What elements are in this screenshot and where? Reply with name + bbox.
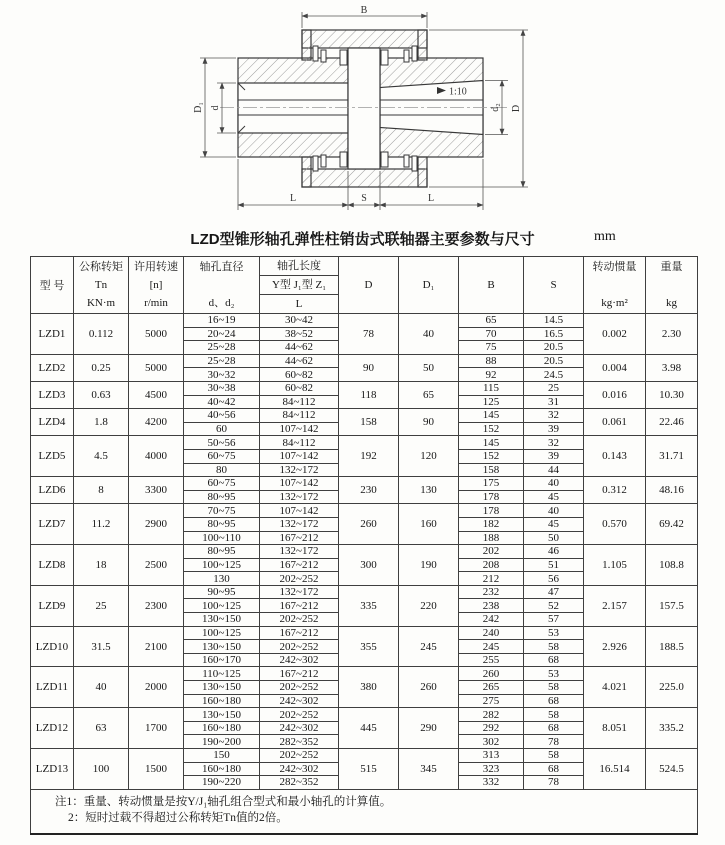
- cell-B: 175: [459, 477, 524, 491]
- cell-bore-dia: 110~125: [184, 667, 260, 681]
- cell-model: LZD10: [31, 626, 74, 667]
- cell-bore-dia: 70~75: [184, 504, 260, 518]
- cell-bore-dia: 30~38: [184, 381, 260, 395]
- cell-torque: 1.8: [74, 409, 129, 436]
- cell-inertia: 0.016: [584, 381, 646, 408]
- cell-D: 515: [339, 749, 399, 790]
- cell-weight: 48.16: [646, 477, 698, 504]
- table-body: [31, 314, 698, 790]
- cell-D: 300: [339, 545, 399, 586]
- cell-model: LZD12: [31, 708, 74, 749]
- cell-torque: 18: [74, 545, 129, 586]
- hdr-speed-name: 许用转速: [134, 261, 178, 273]
- cell-B: 202: [459, 545, 524, 559]
- cell-B: 178: [459, 490, 524, 504]
- cell-speed: 5000: [129, 354, 184, 381]
- cell-S: 57: [524, 613, 584, 627]
- hdr-bore-len-name: 轴孔长度: [260, 257, 338, 276]
- cell-bore-dia: 80~95: [184, 545, 260, 559]
- cell-torque: 100: [74, 749, 129, 790]
- cell-bore-len: 107~142: [260, 504, 339, 518]
- cell-D1: 130: [399, 477, 459, 504]
- cell-S: 46: [524, 545, 584, 559]
- cell-bore-len: 202~252: [260, 640, 339, 654]
- cell-inertia: 0.312: [584, 477, 646, 504]
- cell-B: 323: [459, 762, 524, 776]
- cell-bore-len: 107~142: [260, 477, 339, 491]
- cell-bore-len: 132~172: [260, 490, 339, 504]
- hdr-weight-unit: kg: [666, 297, 677, 309]
- cell-B: 238: [459, 599, 524, 613]
- cell-bore-dia: 50~56: [184, 436, 260, 450]
- cell-B: 212: [459, 572, 524, 586]
- hdr-bore-dia-name: 轴孔直径: [199, 261, 244, 273]
- cell-inertia: 1.105: [584, 545, 646, 586]
- cell-bore-dia: 190~220: [184, 776, 260, 790]
- col-header-speed: [129, 257, 184, 314]
- cell-bore-len: 202~252: [260, 708, 339, 722]
- table-row: [31, 585, 698, 599]
- cell-bore-dia: 190~200: [184, 735, 260, 749]
- cell-bore-dia: 160~180: [184, 694, 260, 708]
- cell-torque: 4.5: [74, 436, 129, 477]
- cell-D1: 345: [399, 749, 459, 790]
- cell-bore-len: 167~212: [260, 667, 339, 681]
- dim-label-D: D: [511, 104, 522, 113]
- cell-bore-len: 84~112: [260, 409, 339, 423]
- cell-speed: 2900: [129, 504, 184, 545]
- cell-B: 75: [459, 341, 524, 355]
- cell-B: 145: [459, 436, 524, 450]
- cell-S: 56: [524, 572, 584, 586]
- cell-bore-len: 242~302: [260, 762, 339, 776]
- cell-bore-dia: 20~24: [184, 327, 260, 341]
- dim-label-l-right: L: [427, 193, 435, 204]
- cell-D: 192: [339, 436, 399, 477]
- col-header-bore-dia: [184, 257, 260, 314]
- cell-torque: 63: [74, 708, 129, 749]
- cell-bore-dia: 80~95: [184, 517, 260, 531]
- cell-model: LZD11: [31, 667, 74, 708]
- cell-inertia: 8.051: [584, 708, 646, 749]
- hdr-speed-unit: r/min: [144, 297, 168, 309]
- table-row: [31, 708, 698, 722]
- cell-bore-dia: 130~150: [184, 708, 260, 722]
- cell-S: 58: [524, 749, 584, 763]
- cell-bore-dia: 160~170: [184, 653, 260, 667]
- cell-bore-len: 132~172: [260, 585, 339, 599]
- cell-speed: 1700: [129, 708, 184, 749]
- cell-weight: 108.8: [646, 545, 698, 586]
- cell-bore-dia: 130~150: [184, 613, 260, 627]
- cell-bore-len: 44~62: [260, 354, 339, 368]
- cell-B: 158: [459, 463, 524, 477]
- cell-bore-dia: 100~125: [184, 626, 260, 640]
- header-row: [31, 257, 698, 314]
- col-header-S: S: [524, 257, 584, 314]
- cell-bore-len: 282~352: [260, 776, 339, 790]
- cell-bore-dia: 60~75: [184, 477, 260, 491]
- table-row: [31, 436, 698, 450]
- cell-S: 32: [524, 409, 584, 423]
- cell-D: 158: [339, 409, 399, 436]
- cell-weight: 69.42: [646, 504, 698, 545]
- cell-S: 58: [524, 681, 584, 695]
- cell-speed: 2000: [129, 667, 184, 708]
- col-header-bore-len: [260, 257, 339, 314]
- cell-model: LZD7: [31, 504, 74, 545]
- cell-S: 24.5: [524, 368, 584, 382]
- cell-S: 45: [524, 490, 584, 504]
- cell-inertia: 4.021: [584, 667, 646, 708]
- cell-torque: 0.25: [74, 354, 129, 381]
- cell-bore-len: 167~212: [260, 531, 339, 545]
- cell-B: 178: [459, 504, 524, 518]
- cell-D1: 160: [399, 504, 459, 545]
- cell-S: 44: [524, 463, 584, 477]
- cell-D1: 220: [399, 585, 459, 626]
- cell-speed: 4500: [129, 381, 184, 408]
- cell-D1: 65: [399, 381, 459, 408]
- cell-bore-dia: 60~75: [184, 449, 260, 463]
- cell-torque: 25: [74, 585, 129, 626]
- cell-torque: 0.112: [74, 314, 129, 355]
- dim-label-l-left: L: [289, 193, 297, 204]
- cell-B: 70: [459, 327, 524, 341]
- dim-label-d2: d₂: [490, 103, 501, 112]
- cell-bore-len: 202~252: [260, 572, 339, 586]
- cell-bore-len: 107~142: [260, 422, 339, 436]
- cell-B: 152: [459, 449, 524, 463]
- cell-bore-dia: 100~110: [184, 531, 260, 545]
- cell-bore-len: 38~52: [260, 327, 339, 341]
- cell-B: 275: [459, 694, 524, 708]
- table-row: [31, 626, 698, 640]
- cell-inertia: 0.004: [584, 354, 646, 381]
- cell-bore-len: 242~302: [260, 653, 339, 667]
- cell-model: LZD4: [31, 409, 74, 436]
- cell-B: 332: [459, 776, 524, 790]
- cell-B: 282: [459, 708, 524, 722]
- table-row: [31, 381, 698, 395]
- cell-weight: 3.98: [646, 354, 698, 381]
- cell-bore-dia: 60: [184, 422, 260, 436]
- cell-D1: 245: [399, 626, 459, 667]
- cell-D: 230: [339, 477, 399, 504]
- cell-inertia: 0.570: [584, 504, 646, 545]
- cell-S: 40: [524, 477, 584, 491]
- cell-S: 53: [524, 667, 584, 681]
- cell-B: 208: [459, 558, 524, 572]
- cell-bore-dia: 160~180: [184, 721, 260, 735]
- cell-B: 188: [459, 531, 524, 545]
- cell-weight: 225.0: [646, 667, 698, 708]
- cell-S: 58: [524, 640, 584, 654]
- cell-bore-dia: 80~95: [184, 490, 260, 504]
- cell-S: 20.5: [524, 354, 584, 368]
- dim-label-d: d: [210, 105, 221, 111]
- cell-bore-len: 107~142: [260, 449, 339, 463]
- cell-D1: 50: [399, 354, 459, 381]
- cell-D1: 120: [399, 436, 459, 477]
- hdr-inertia-unit: kg·m²: [601, 297, 628, 309]
- cell-bore-dia: 160~180: [184, 762, 260, 776]
- hdr-weight-name: 重量: [660, 261, 683, 273]
- cell-bore-len: 202~252: [260, 681, 339, 695]
- cell-S: 68: [524, 694, 584, 708]
- cell-bore-dia: 130~150: [184, 640, 260, 654]
- note-2: 2：短时过载不得超过公称转矩Tn值的2倍。: [68, 811, 288, 824]
- cell-S: 32: [524, 436, 584, 450]
- col-header-D1: D₁: [399, 257, 459, 314]
- cell-weight: 524.5: [646, 749, 698, 790]
- cell-D1: 90: [399, 409, 459, 436]
- cell-bore-len: 242~302: [260, 694, 339, 708]
- cell-S: 53: [524, 626, 584, 640]
- cell-weight: 10.30: [646, 381, 698, 408]
- cell-bore-len: 202~252: [260, 613, 339, 627]
- cell-bore-len: 84~112: [260, 436, 339, 450]
- cell-speed: 5000: [129, 314, 184, 355]
- cell-bore-len: 167~212: [260, 599, 339, 613]
- cell-model: LZD8: [31, 545, 74, 586]
- col-header-model: 型 号: [31, 257, 74, 314]
- cell-torque: 8: [74, 477, 129, 504]
- cell-D: 78: [339, 314, 399, 355]
- table-row: [31, 545, 698, 559]
- title-line: [0, 228, 725, 248]
- cell-B: 125: [459, 395, 524, 409]
- table-row: [31, 409, 698, 423]
- hdr-torque-name: 公称转矩: [79, 261, 123, 273]
- cell-bore-dia: 16~19: [184, 314, 260, 328]
- cell-model: LZD6: [31, 477, 74, 504]
- cell-model: LZD1: [31, 314, 74, 355]
- cell-bore-len: 167~212: [260, 558, 339, 572]
- cell-B: 255: [459, 653, 524, 667]
- cell-S: 20.5: [524, 341, 584, 355]
- cell-model: LZD2: [31, 354, 74, 381]
- col-header-torque: [74, 257, 129, 314]
- col-header-B: B: [459, 257, 524, 314]
- cell-B: 152: [459, 422, 524, 436]
- col-header-inertia: [584, 257, 646, 314]
- cell-speed: 2500: [129, 545, 184, 586]
- cell-B: 240: [459, 626, 524, 640]
- hdr-inertia-name: 转动惯量: [592, 261, 637, 273]
- cell-D: 260: [339, 504, 399, 545]
- cell-B: 313: [459, 749, 524, 763]
- cell-D: 445: [339, 708, 399, 749]
- table-row: [31, 667, 698, 681]
- cell-S: 39: [524, 449, 584, 463]
- cell-inertia: 0.002: [584, 314, 646, 355]
- cell-weight: 22.46: [646, 409, 698, 436]
- cell-S: 68: [524, 653, 584, 667]
- unit-label: mm: [594, 229, 616, 244]
- cell-bore-len: 30~42: [260, 314, 339, 328]
- cell-B: 242: [459, 613, 524, 627]
- cell-D: 118: [339, 381, 399, 408]
- cell-S: 58: [524, 708, 584, 722]
- cell-D1: 260: [399, 667, 459, 708]
- cell-bore-dia: 100~125: [184, 599, 260, 613]
- cell-bore-len: 202~252: [260, 749, 339, 763]
- cell-speed: 2100: [129, 626, 184, 667]
- table-row: [31, 749, 698, 763]
- cell-D: 335: [339, 585, 399, 626]
- cell-B: 115: [459, 381, 524, 395]
- cell-bore-len: 282~352: [260, 735, 339, 749]
- table-row: [31, 477, 698, 491]
- cell-S: 52: [524, 599, 584, 613]
- cell-D1: 190: [399, 545, 459, 586]
- cell-torque: 0.63: [74, 381, 129, 408]
- cell-torque: 11.2: [74, 504, 129, 545]
- cell-weight: 188.5: [646, 626, 698, 667]
- cell-B: 92: [459, 368, 524, 382]
- cell-B: 292: [459, 721, 524, 735]
- table-row: [31, 314, 698, 328]
- cell-B: 260: [459, 667, 524, 681]
- table-row: [31, 504, 698, 518]
- cell-model: LZD3: [31, 381, 74, 408]
- cell-inertia: 2.157: [584, 585, 646, 626]
- cell-torque: 40: [74, 667, 129, 708]
- cell-D: 355: [339, 626, 399, 667]
- cell-bore-dia: 130~150: [184, 681, 260, 695]
- cell-B: 65: [459, 314, 524, 328]
- parameter-table: [30, 256, 698, 835]
- cell-S: 16.5: [524, 327, 584, 341]
- hdr-torque-unit: KN·m: [86, 297, 116, 309]
- cell-weight: 335.2: [646, 708, 698, 749]
- cell-D1: 290: [399, 708, 459, 749]
- cell-S: 50: [524, 531, 584, 545]
- cell-weight: 2.30: [646, 314, 698, 355]
- col-header-weight: [646, 257, 698, 314]
- cell-bore-dia: 25~28: [184, 341, 260, 355]
- cell-model: LZD5: [31, 436, 74, 477]
- cell-bore-len: 167~212: [260, 626, 339, 640]
- cell-S: 78: [524, 776, 584, 790]
- coupling-section-drawing: [0, 0, 725, 224]
- cell-S: 39: [524, 422, 584, 436]
- cell-speed: 1500: [129, 749, 184, 790]
- hdr-bore-len-symbol: L: [295, 298, 303, 310]
- cell-model: LZD9: [31, 585, 74, 626]
- cell-bore-len: 44~62: [260, 341, 339, 355]
- cell-S: 51: [524, 558, 584, 572]
- cell-bore-len: 132~172: [260, 545, 339, 559]
- cell-inertia: 0.061: [584, 409, 646, 436]
- cell-speed: 4000: [129, 436, 184, 477]
- cell-inertia: 16.514: [584, 749, 646, 790]
- cell-bore-dia: 30~32: [184, 368, 260, 382]
- cell-B: 302: [459, 735, 524, 749]
- cell-torque: 31.5: [74, 626, 129, 667]
- cell-B: 182: [459, 517, 524, 531]
- note-1: 注1：重量、转动惯量是按Y/J₁轴孔组合型式和最小轴孔的计算值。: [55, 795, 392, 808]
- cell-bore-dia: 90~95: [184, 585, 260, 599]
- cell-S: 25: [524, 381, 584, 395]
- cell-bore-len: 132~172: [260, 517, 339, 531]
- hdr-torque-symbol: Tn: [94, 279, 108, 291]
- cell-speed: 2300: [129, 585, 184, 626]
- cell-B: 245: [459, 640, 524, 654]
- cell-B: 88: [459, 354, 524, 368]
- cell-bore-dia: 40~42: [184, 395, 260, 409]
- cell-bore-dia: 80: [184, 463, 260, 477]
- cell-bore-len: 132~172: [260, 463, 339, 477]
- cell-B: 232: [459, 585, 524, 599]
- cell-speed: 4200: [129, 409, 184, 436]
- cell-S: 45: [524, 517, 584, 531]
- cell-D1: 40: [399, 314, 459, 355]
- cell-bore-len: 60~82: [260, 368, 339, 382]
- cell-bore-dia: 150: [184, 749, 260, 763]
- table-row: [31, 354, 698, 368]
- cell-B: 145: [459, 409, 524, 423]
- cell-inertia: 2.926: [584, 626, 646, 667]
- cell-speed: 3300: [129, 477, 184, 504]
- cell-S: 40: [524, 504, 584, 518]
- cell-model: LZD13: [31, 749, 74, 790]
- cell-bore-dia: 130: [184, 572, 260, 586]
- cell-S: 31: [524, 395, 584, 409]
- cell-bore-dia: 40~56: [184, 409, 260, 423]
- notes-row: [31, 789, 698, 834]
- cell-bore-len: 84~112: [260, 395, 339, 409]
- cell-bore-dia: 100~125: [184, 558, 260, 572]
- cell-S: 68: [524, 721, 584, 735]
- notes-cell: [31, 789, 698, 834]
- col-header-D: D: [339, 257, 399, 314]
- cell-weight: 31.71: [646, 436, 698, 477]
- cell-S: 68: [524, 762, 584, 776]
- hdr-speed-symbol: [n]: [149, 279, 163, 291]
- cell-bore-dia: 25~28: [184, 354, 260, 368]
- cell-weight: 157.5: [646, 585, 698, 626]
- page-title: LZD型锥形轴孔弹性柱销齿式联轴器主要参数与尺寸: [190, 231, 535, 248]
- hdr-bore-len-types: Y型 J₁型 Z₁: [260, 276, 338, 295]
- taper-label: 1:10: [449, 86, 467, 98]
- cell-D: 380: [339, 667, 399, 708]
- cell-S: 78: [524, 735, 584, 749]
- cell-bore-len: 242~302: [260, 721, 339, 735]
- cell-bore-len: 60~82: [260, 381, 339, 395]
- hdr-bore-dia-symbol: d、d₂: [208, 297, 235, 309]
- cell-B: 265: [459, 681, 524, 695]
- dim-label-d1-outer: D₁: [193, 102, 204, 113]
- dim-label-b: B: [360, 5, 368, 16]
- cell-inertia: 0.143: [584, 436, 646, 477]
- cell-S: 47: [524, 585, 584, 599]
- cell-D: 90: [339, 354, 399, 381]
- dim-label-s: S: [361, 193, 367, 204]
- cell-S: 14.5: [524, 314, 584, 328]
